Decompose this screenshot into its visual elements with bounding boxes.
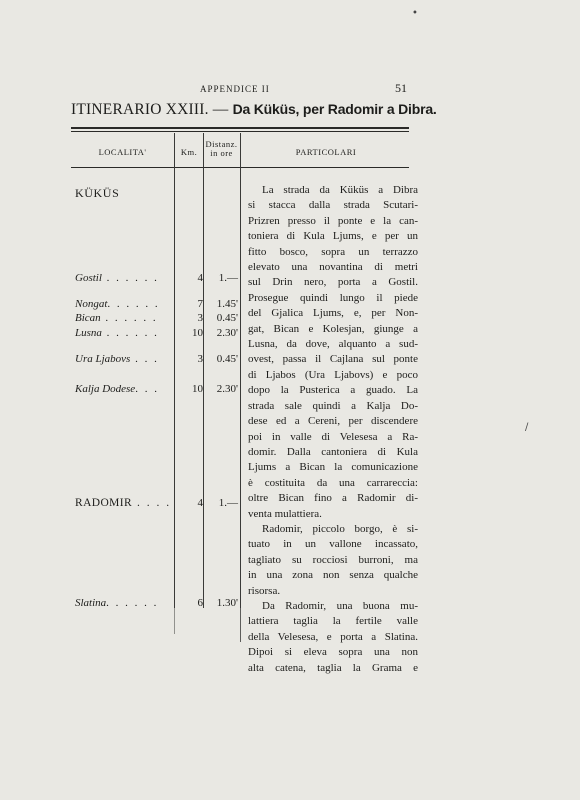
- text-line: è costituita da una carrareccia:: [248, 476, 418, 489]
- text-line: toniera di Kula Ljums, e per un: [248, 230, 418, 243]
- text-line: Lusna, da dove, alquanto a sud-: [248, 338, 418, 351]
- header-distanza-line2: in ore: [210, 148, 233, 158]
- text-line: strada sale quindi a Kalja Do-: [248, 399, 418, 412]
- column-divider-km-left: [174, 133, 175, 608]
- header-particolari: PARTICOLARI: [295, 147, 357, 157]
- print-speck: •: [412, 8, 418, 19]
- text-line: dese ed a Cereni, per discendere: [248, 415, 418, 428]
- text-line: elevato una novantina di metri: [248, 261, 418, 274]
- text-line: fitto bosco, sopra un terrazzo: [248, 245, 418, 258]
- row-kalja-dodese-dist: 2.30': [216, 383, 238, 395]
- row-bican-km: 3: [197, 312, 203, 324]
- row-gostil-name: Gostil . . . . . .: [75, 272, 159, 284]
- row-gostil-km: 4: [197, 272, 203, 284]
- header-distanza: [203, 140, 240, 158]
- row-radomir-name: RADOMIR . . . .: [75, 497, 172, 509]
- text-line: ovest, passa il Cajlana sul ponte: [248, 353, 418, 366]
- text-line: in una zona non senza qualche: [248, 569, 418, 582]
- text-line: tuato in un vallone incassato,: [248, 538, 418, 551]
- text-line: tagliato su rocciosi burroni, ma: [248, 553, 418, 566]
- row-lusna-name: Lusna . . . . . .: [75, 327, 159, 339]
- row-ura-ljabovs-name: Ura Ljabovs . . .: [75, 353, 159, 365]
- row-radomir-dist: 1.—: [218, 497, 238, 509]
- text-line: si stacca dalla strada Scutari-: [248, 199, 418, 212]
- text-line: Prosegue quindi lungo il piede: [248, 291, 418, 304]
- row-ura-ljabovs-km: 3: [197, 353, 203, 365]
- top-rule-thin: [71, 131, 409, 132]
- text-line: Da Radomir, una buona mu-: [262, 599, 418, 612]
- row-kalja-dodese-name: Kalja Dodese. . .: [75, 383, 159, 395]
- text-line: dopo la Pusterica a guado. La: [248, 384, 418, 397]
- column-divider-lower-right: [240, 606, 241, 642]
- row-lusna-dist: 2.30': [216, 327, 238, 339]
- running-head: APPENDICE II: [200, 84, 270, 94]
- text-line: Ljums a Bican la comunicazione: [248, 461, 418, 474]
- row-slatina-km: 6: [197, 597, 203, 609]
- text-line: oltre Bican fino a Radomir di-: [248, 492, 418, 505]
- row-slatina-name: Slatina. . . . . .: [75, 597, 159, 609]
- text-line: gat, Bican e Kolesjan, giunge a: [248, 322, 418, 335]
- row-kukus-name: KÜKÜS: [75, 186, 120, 200]
- row-nongat-km: 7: [197, 298, 203, 310]
- row-lusna-km: 10: [192, 327, 203, 339]
- row-slatina-dist: 1.30': [216, 597, 238, 609]
- column-divider-dist-right: [240, 133, 241, 608]
- text-line: del Gjalica Ljums, e, per Non-: [248, 307, 418, 320]
- particolari-text: [248, 183, 418, 676]
- text-line: lattiera taglia la fertile valle: [248, 615, 418, 628]
- header-distanza-line1: Distanz.: [205, 139, 238, 149]
- row-gostil-dist: 1.—: [218, 272, 238, 284]
- row-bican-dist: 0.45': [216, 312, 238, 324]
- text-line: Prizren presso il ponte e la can-: [248, 214, 418, 227]
- text-line: poi in valle di Velesesa a Ra-: [248, 430, 418, 443]
- text-line: domir. Dalla cantoniera di Kula: [248, 445, 418, 458]
- title-main: ITINERARIO XXIII. —: [71, 101, 233, 118]
- top-rule-thick: [71, 127, 409, 129]
- text-line: risorsa.: [248, 584, 281, 597]
- text-line: venta mulattiera.: [248, 507, 322, 520]
- text-line: La strada da Küküs a Dibra: [262, 184, 418, 196]
- itinerary-title: [71, 101, 437, 119]
- row-bican-name: Bican . . . . . .: [75, 312, 158, 324]
- title-subtitle: Da Küküs, per Radomir a Dibra.: [232, 101, 437, 117]
- column-divider-km-right: [203, 133, 204, 608]
- text-line: della Velesesa, e porta a Slatina.: [248, 630, 418, 643]
- text-line: Dipoi si eleva sopra una non: [248, 646, 418, 659]
- row-kalja-dodese-km: 10: [192, 383, 203, 395]
- page-number: 51: [395, 81, 407, 95]
- row-nongat-name: Nongat. . . . . .: [75, 298, 160, 310]
- header-localita: LOCALITA': [98, 147, 147, 157]
- column-divider-lower-left: [174, 606, 175, 634]
- header-km: Km.: [180, 147, 198, 157]
- row-nongat-dist: 1.45': [216, 298, 238, 310]
- text-line: sul Drin nero, porta a Gostil.: [248, 276, 418, 289]
- row-ura-ljabovs-dist: 0.45': [216, 353, 238, 365]
- print-speck: /: [525, 422, 529, 433]
- text-line: alta catena, taglia la Grama e: [248, 661, 418, 674]
- text-line: di Ljabos (Ura Ljabovs) e poco: [248, 368, 418, 381]
- text-line: Radomir, piccolo borgo, è si-: [262, 522, 418, 535]
- row-radomir-km: 4: [197, 497, 203, 509]
